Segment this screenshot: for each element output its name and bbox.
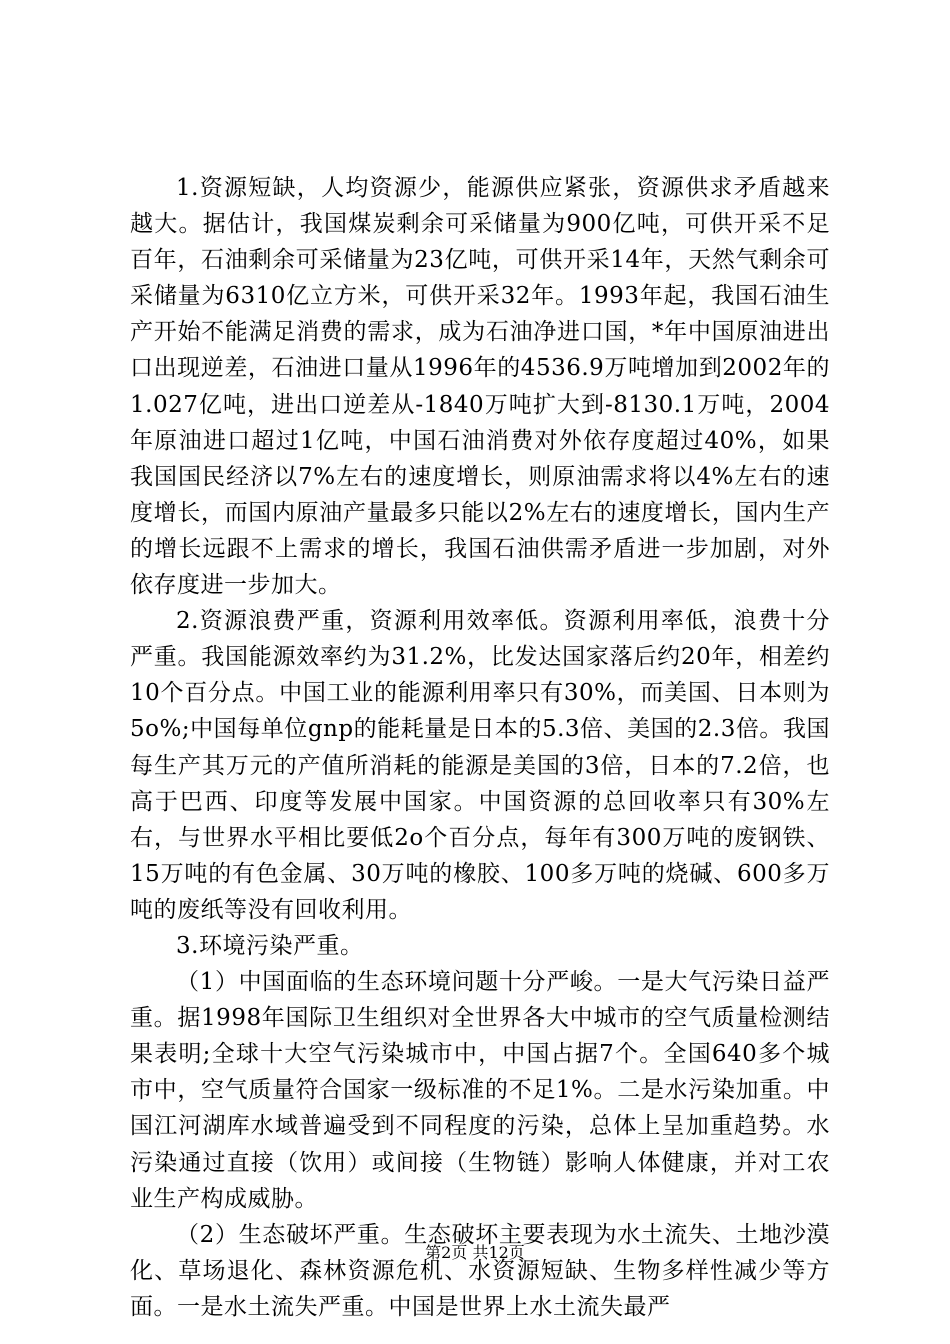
paragraph-resource-shortage: 1.资源短缺，人均资源少，能源供应紧张，资源供求矛盾越来越大。据估计，我国煤炭剩余可采储量为900亿吨，可供开采不足百年，石油剩余可采储量为23亿吨，可供开采14年，天然气剩余可采储量为6310亿立方米，可供开采32年。1993年起，我国石油生产开始不能满足消费的需求，成为石油净进口国，*年中国原油进出口出现逆差，石油进口量从1996年的4536.9万吨增加到2002年的1.027亿吨，进出口逆差从-1840万吨扩大到-8130.1万吨，2004年原油进口超过1亿吨，中国石油消费对外依存度超过40%，如果我国国民经济以7%左右的速度增长，则原油需求将以4%左右的速度增长，而国内原油产量最多只能以2%左右的速度增长，国内生产的增长远跟不上需求的增长，我国石油供需矛盾进一步加剧，对外依存度进一步加大。 [130, 175, 830, 599]
paragraph-ecology-damage: （2）生态破坏严重。生态破坏主要表现为水土流失、土地沙漠化、草场退化、森林资源危机、水资源短缺、生物多样性减少等方面。一是水土流失严重。中国是世界上水土流失最严 [130, 1221, 830, 1320]
paragraph-resource-waste: 2.资源浪费严重，资源利用效率低。资源利用率低，浪费十分严重。我国能源效率约为31.2%，比发达国家落后约20年，相差约10个百分点。中国工业的能源利用率只有30%，而美国、日本则为5o%;中国每单位gnp的能耗量是日本的5.3倍、美国的2.3倍。我国每生产其万元的产值所消耗的能源是美国的3倍，日本的7.2倍，也高于巴西、印度等发展中国家。中国资源的总回收率只有30%左右，与世界水平相比要低2o个百分点，每年有300万吨的废钢铁、15万吨的有色金属、30万吨的橡胶、100多万吨的烧碱、600多万吨的废纸等没有回收利用。 [130, 608, 830, 923]
page-footer: 第2页 共12页 [425, 1243, 525, 1262]
paragraph-ecology-problems: （1）中国面临的生态环境问题十分严峻。一是大气污染日益严重。据1998年国际卫生组织对全世界各大中城市的空气质量检测结果表明;全球十大空气污染城市中，中国占据7个。全国640多个城市中，空气质量符合国家一级标准的不足1%。二是水污染加重。中国江河湖库水域普遍受到不同程度的污染，总体上呈加重趋势。水污染通过直接（饮用）或间接（生物链）影响人体健康，并对工农业生产构成威胁。 [130, 969, 830, 1212]
body-text [130, 170, 830, 1325]
paragraph-environment-heading: 3.环境污染严重。 [176, 932, 364, 959]
